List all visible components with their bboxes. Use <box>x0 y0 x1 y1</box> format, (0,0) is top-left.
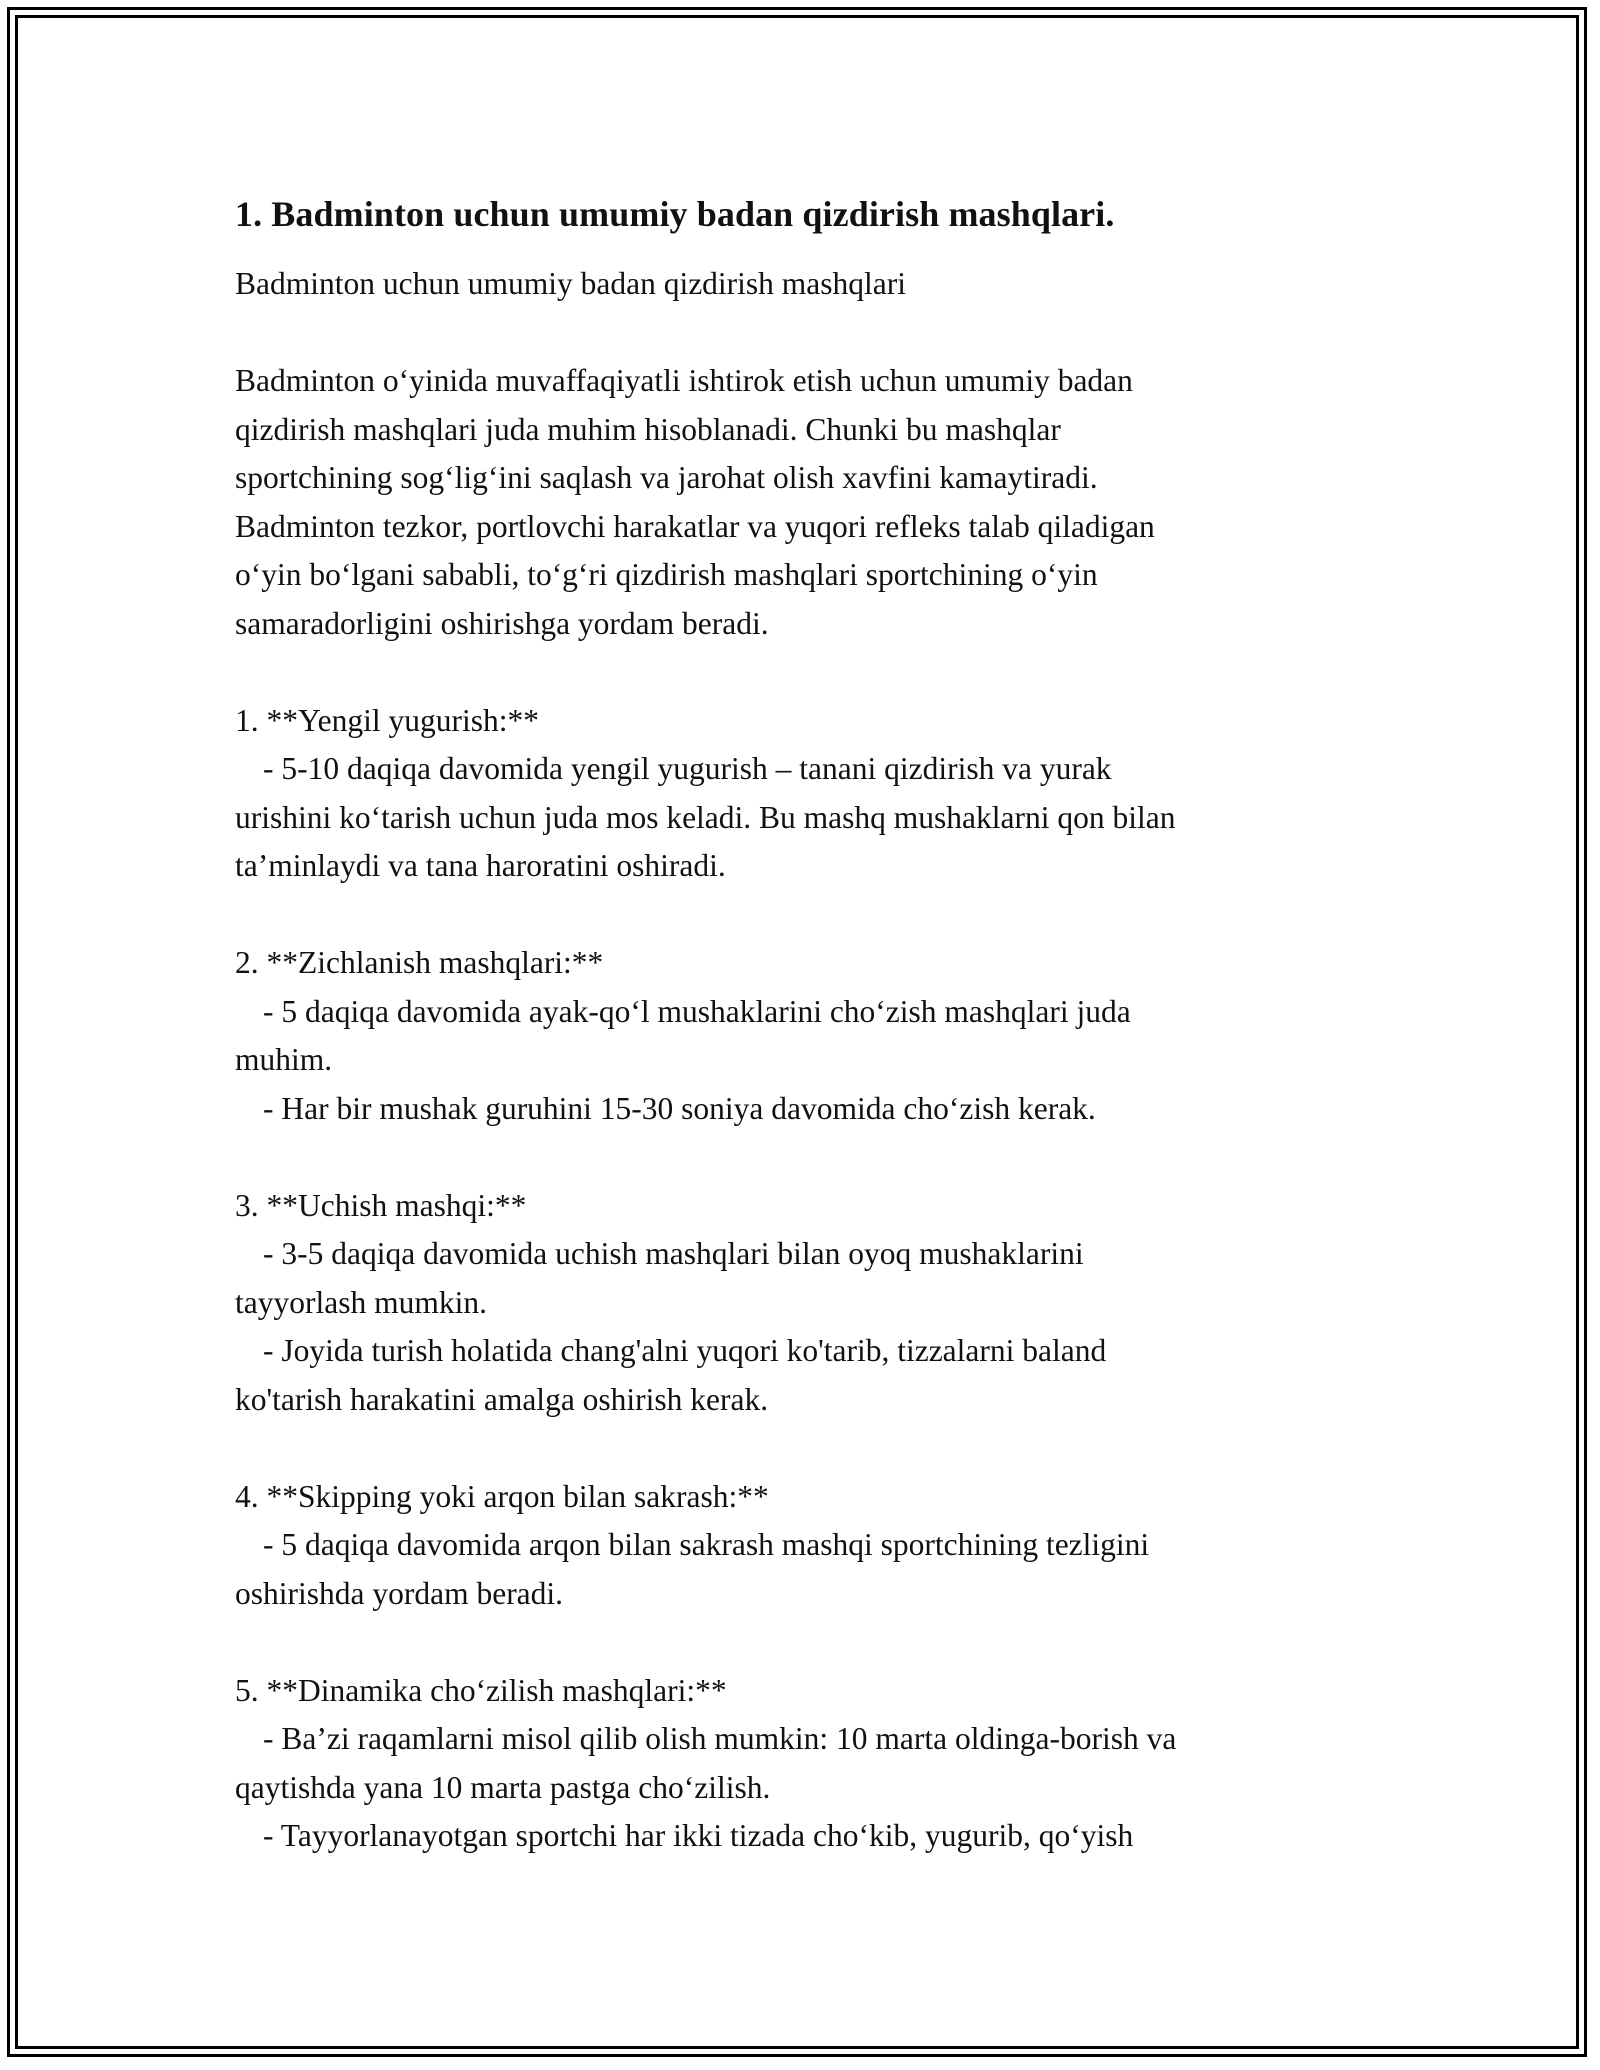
exercise-continuation-line: tayyorlash mumkin. <box>235 1284 487 1320</box>
exercise-continuation-line: ta’minlaydi va tana haroratini oshiradi. <box>235 848 726 883</box>
intro-line: o‘yin bo‘lgani sababli, to‘g‘ri qizdirish mashqlari sportchining o‘yin <box>235 557 1098 592</box>
exercise-continuation-line: urishini ko‘tarish uchun juda mos keladi. Bu mashq mushaklarni qon bilan <box>235 799 1176 835</box>
document-subtitle: Badminton uchun umumiy badan qizdirish mashqlari <box>235 266 907 301</box>
exercise-continuation-line: ko'tarish harakatini amalga oshirish kerak. <box>235 1381 769 1417</box>
exercise-bullet-line: - 3-5 daqiqa davomida uchish mashqlari bilan oyoq mushaklarini <box>263 1236 1084 1271</box>
exercise-section-title: 1. **Yengil yugurish:** <box>235 702 539 738</box>
intro-line: Badminton o‘yinida muvaffaqiyatli ishtirok etish uchun umumiy badan <box>235 363 1133 398</box>
exercise-section-title: 3. **Uchish mashqi:** <box>235 1187 527 1223</box>
exercise-section <box>235 1182 1365 1425</box>
exercise-section <box>235 1667 1365 1861</box>
exercise-section-title: 2. **Zichlanish mashqlari:** <box>235 945 604 980</box>
intro-paragraph <box>235 357 1365 648</box>
exercise-bullet-line: - 5 daqiqa davomida ayak-qo‘l mushaklarini cho‘zish mashqlari juda <box>263 993 1131 1029</box>
exercise-bullet-line: - Har bir mushak guruhini 15-30 soniya davomida cho‘zish kerak. <box>263 1090 1096 1126</box>
exercise-section <box>235 697 1365 891</box>
intro-line: sportchining sog‘lig‘ini saqlash va jarohat olish xavfini kamaytiradi. <box>235 460 1098 495</box>
exercise-continuation-line: muhim. <box>235 1042 333 1077</box>
exercise-bullet-line: - Joyida turish holatida chang'alni yuqori ko'tarib, tizzalarni baland <box>263 1333 1107 1368</box>
intro-line: Badminton tezkor, portlovchi harakatlar va yuqori refleks talab qiladigan <box>235 508 1155 544</box>
exercise-bullet-line: - Tayyorlanayotgan sportchi har ikki tizada cho‘kib, yugurib, qo‘yish <box>263 1818 1134 1853</box>
intro-line: samaradorligini oshirishga yordam beradi. <box>235 605 769 641</box>
exercise-section <box>235 1473 1365 1619</box>
exercise-section-title: 5. **Dinamika cho‘zilish mashqlari:** <box>235 1672 727 1708</box>
exercise-bullet-line: - 5 daqiqa davomida arqon bilan sakrash mashqi sportchining tezligini <box>263 1527 1150 1562</box>
intro-line: qizdirish mashqlari juda muhim hisoblanadi. Chunki bu mashqlar <box>235 411 1061 447</box>
exercise-continuation-line: qaytishda yana 10 marta pastga cho‘zilish. <box>235 1769 771 1805</box>
exercise-bullet-line: - 5-10 daqiqa davomida yengil yugurish – tanani qizdirish va yurak <box>263 751 1112 786</box>
exercise-continuation-line: oshirishda yordam beradi. <box>235 1575 564 1611</box>
document-content <box>235 188 1365 1909</box>
exercise-bullet-line: - Ba’zi raqamlarni misol qilib olish mumkin: 10 marta oldinga-borish va <box>263 1721 1177 1756</box>
exercise-sections <box>235 697 1365 1861</box>
exercise-section-title: 4. **Skipping yoki arqon bilan sakrash:** <box>235 1478 769 1514</box>
document-heading: 1. Badminton uchun umumiy badan qizdirish mashqlari. <box>235 194 1115 234</box>
exercise-section <box>235 939 1365 1133</box>
